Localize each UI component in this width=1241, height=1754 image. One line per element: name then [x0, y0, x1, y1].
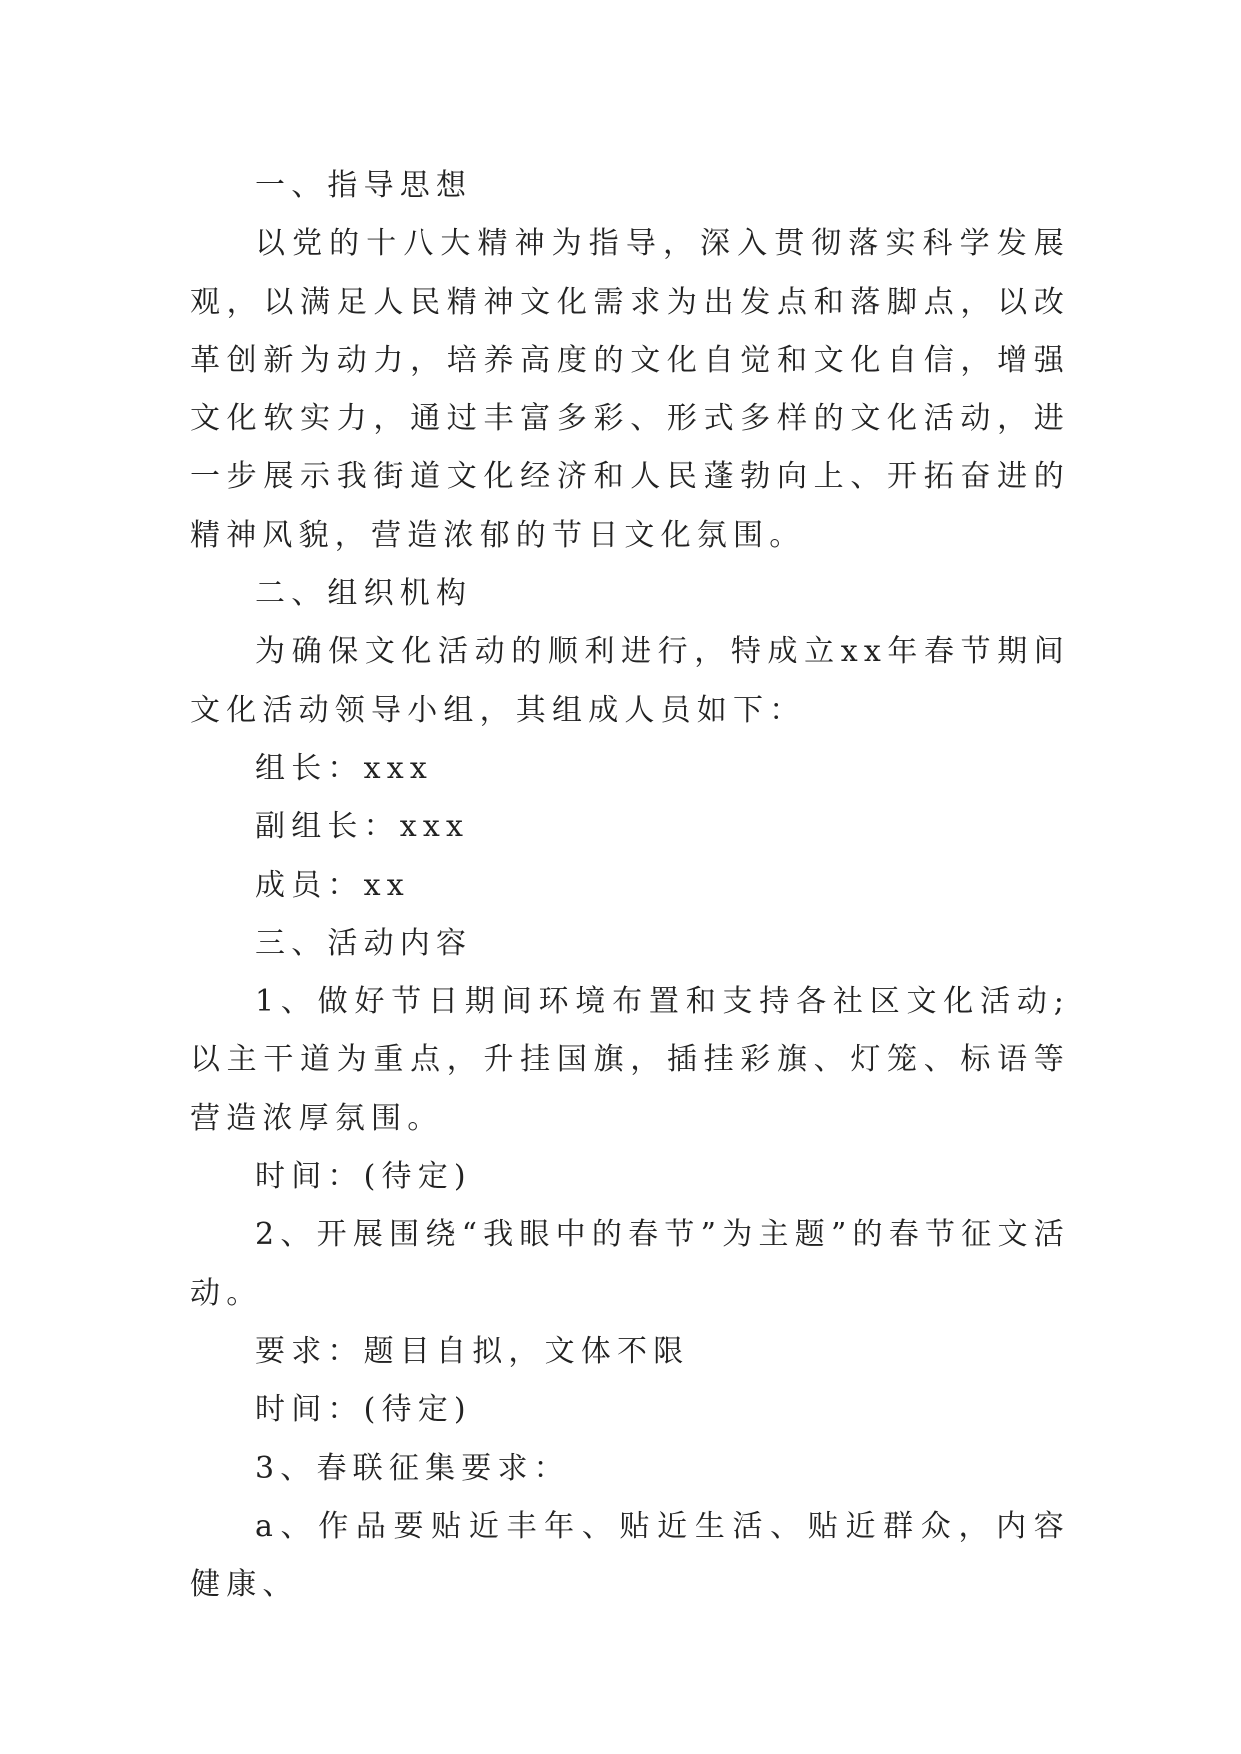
paragraph-couplet-requirement-a: a、作品要贴近丰年、贴近生活、贴近群众，内容健康、 — [190, 1508, 1070, 1603]
line-deputy-leader: 副组长：xxx — [255, 809, 470, 845]
line-activity-1-time: 时间：(待定) — [255, 1159, 472, 1195]
line-activity-2-time: 时间：(待定) — [255, 1392, 472, 1428]
line-members: 成员：xx — [255, 867, 410, 903]
paragraph-guiding-ideology: 以党的十八大精神为指导，深入贯彻落实科学发展观，以满足人民精神文化需求为出发点和落脚点，以改革创新为动力，培养高度的文化自觉和文化自信，增强文化软实力，通过丰富多彩、形式多样的文化活动，进一步展示我街道文化经济和人民蓬勃向上、开拓奋进的精神风貌，营造浓郁的节日文化氛围。 — [190, 226, 1070, 553]
heading-activities: 三、活动内容 — [255, 925, 473, 961]
line-activity-2-requirement: 要求：题目自拟，文体不限 — [255, 1333, 690, 1369]
document-body — [190, 157, 1070, 1614]
heading-couplet-requirements: 3、春联征集要求： — [255, 1450, 570, 1486]
line-group-leader: 组长：xxx — [255, 750, 433, 786]
paragraph-organization: 为确保文化活动的顺利进行，特成立xx年春节期间文化活动领导小组，其组成人员如下： — [190, 634, 1070, 728]
paragraph-activity-2: 2、开展围绕“我眼中的春节”为主题”的春节征文活动。 — [190, 1217, 1070, 1311]
heading-guiding-ideology: 一、指导思想 — [255, 168, 473, 203]
heading-organization: 二、组织机构 — [255, 576, 473, 612]
paragraph-activity-1: 1、做好节日期间环境布置和支持各社区文化活动;以主干道为重点，升挂国旗，插挂彩旗、灯笼、标语等营造浓厚氛围。 — [190, 984, 1070, 1136]
